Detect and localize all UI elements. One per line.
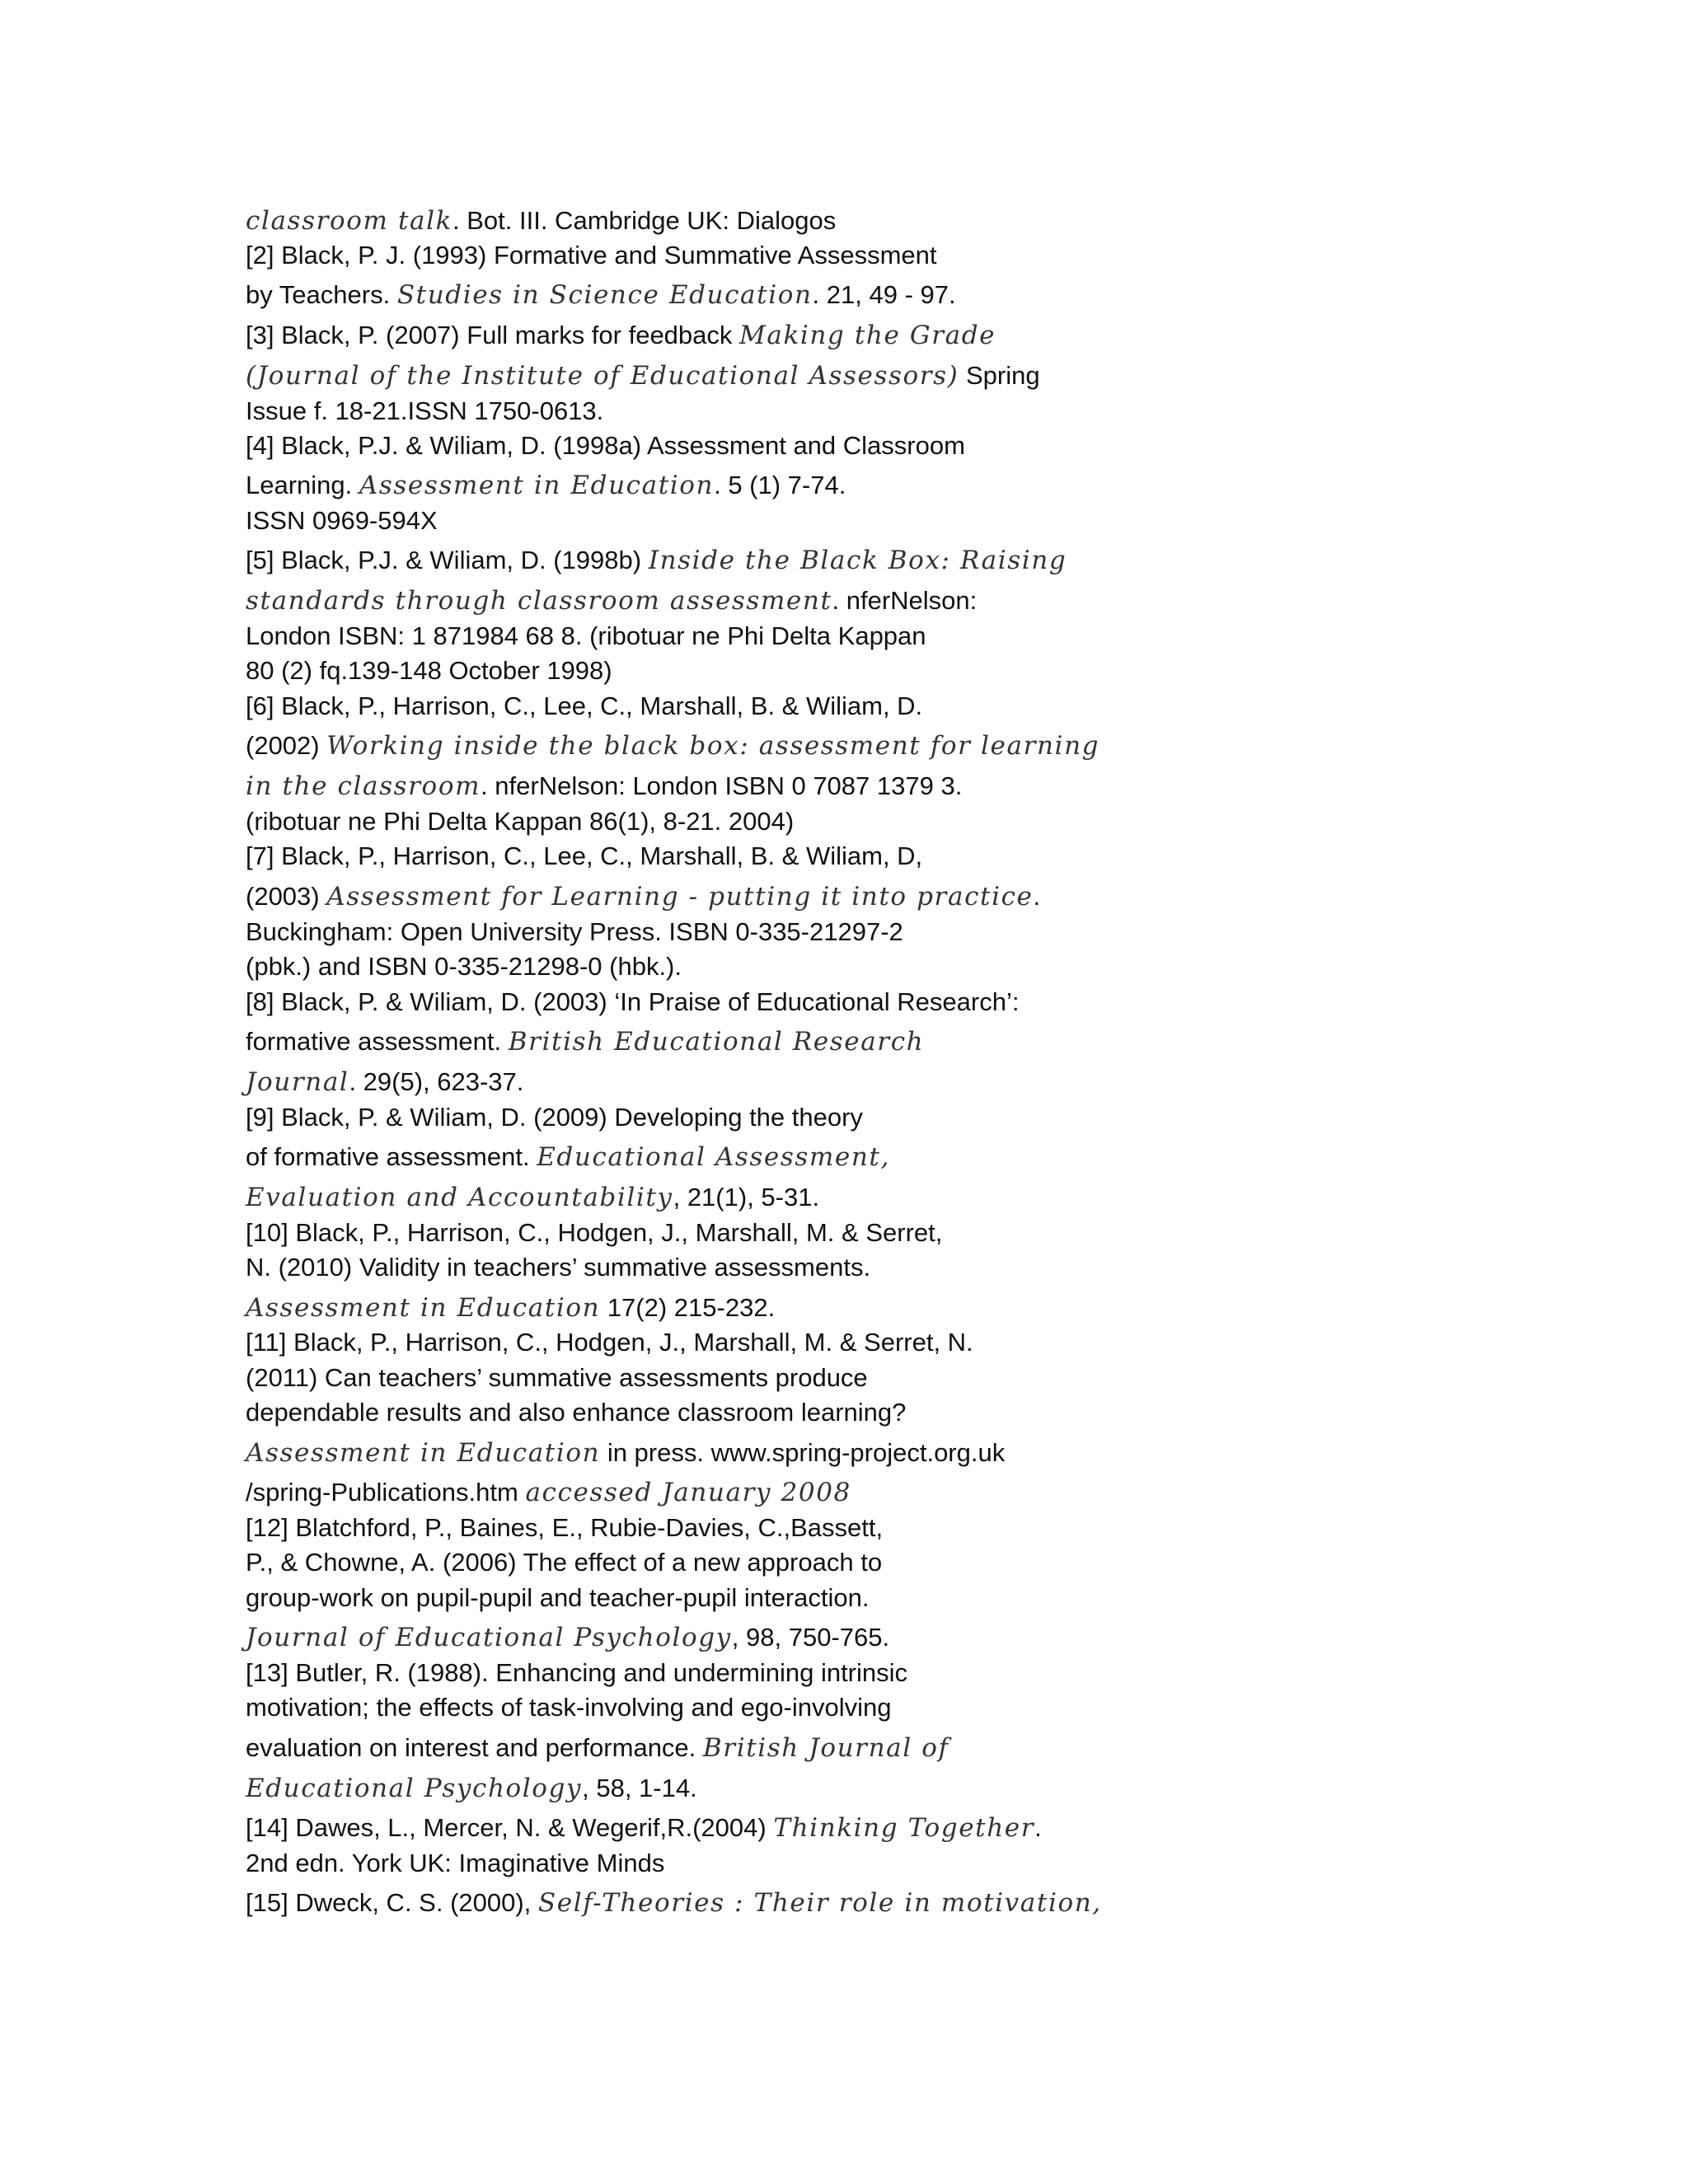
reference-line: [246, 1691, 891, 1724]
italic-title-text: accessed January 2008: [525, 1478, 851, 1507]
reference-line: [246, 1291, 775, 1324]
reference-line: [246, 395, 603, 428]
reference-line: [246, 1732, 950, 1765]
reference-text: [15] Dweck, C. S. (2000),: [246, 1888, 538, 1917]
reference-line: [246, 504, 438, 537]
reference-line: [246, 1396, 906, 1429]
reference-text: dependable results and also enhance classroom learning?: [246, 1398, 907, 1427]
reference-line: [246, 1216, 942, 1249]
reference-text: . 5 (1) 7-74.: [714, 471, 846, 499]
reference-line: [246, 204, 836, 237]
reference-line: [246, 544, 1067, 577]
reference-line: [246, 1251, 870, 1284]
reference-text: London ISBN: 1 871984 68 8. (ribotuar ne Phi Delta Kappan: [246, 621, 926, 650]
reference-text: .: [1033, 882, 1041, 911]
reference-line: [246, 729, 1100, 762]
reference-line: [246, 1326, 973, 1359]
reference-text: . nferNelson: London ISBN 0 7087 1379 3.: [481, 771, 963, 800]
reference-text: , 21(1), 5-31.: [673, 1183, 820, 1212]
italic-title-text: in the classroom: [246, 771, 481, 801]
reference-text: Spring: [959, 361, 1040, 390]
italic-title-text: Educational Psychology: [246, 1774, 583, 1803]
reference-text: (2002): [246, 731, 327, 760]
reference-line: [246, 1181, 819, 1214]
reference-line: [246, 1476, 851, 1509]
reference-text: [2] Black, P. J. (1993) Formative and Summative Assessment: [246, 241, 937, 269]
reference-text: . nferNelson:: [832, 586, 978, 615]
italic-title-text: standards through classroom assessment: [246, 586, 832, 616]
reference-text: in press. www.spring-project.org.uk: [600, 1438, 1006, 1467]
italic-title-text: Assessment in Education: [246, 1438, 601, 1468]
reference-text: [10] Black, P., Harrison, C., Hodgen, J., Marshall, M. & Serret,: [246, 1218, 943, 1247]
reference-line: [246, 620, 926, 653]
italic-title-text: Journal of Educational Psychology: [246, 1623, 732, 1652]
reference-line: [246, 1141, 890, 1174]
italic-title-text: Assessment for Learning - putting it into practice: [326, 882, 1034, 912]
italic-title-text: Thinking Together: [773, 1813, 1035, 1843]
reference-text: 2nd edn. York UK: Imaginative Minds: [246, 1849, 665, 1877]
reference-line: [246, 1066, 523, 1099]
reference-line: [246, 1772, 697, 1805]
reference-line: [246, 1436, 1005, 1469]
italic-title-text: Studies in Science Education: [396, 280, 813, 310]
italic-title-text: Assessment in Education: [246, 1293, 601, 1323]
reference-text: [9] Black, P. & Wiliam, D. (2009) Developing the theory: [246, 1103, 863, 1132]
reference-text: [14] Dawes, L., Mercer, N. & Wegerif,R.(2004): [246, 1813, 774, 1842]
reference-text: (ribotuar ne Phi Delta Kappan 86(1), 8-21. 2004): [246, 807, 795, 836]
reference-text: formative assessment.: [246, 1027, 509, 1056]
reference-line: [246, 654, 612, 687]
reference-text: [4] Black, P.J. & Wiliam, D. (1998a) Assessment and Classroom: [246, 431, 965, 460]
reference-text: Buckingham: Open University Press. ISBN 0-335-21297-2: [246, 917, 903, 946]
reference-text: [7] Black, P., Harrison, C., Lee, C., Marshall, B. & Wiliam, D,: [246, 841, 923, 870]
reference-text: , 98, 750-765.: [731, 1623, 890, 1652]
reference-text: (2011) Can teachers’ summative assessments produce: [246, 1363, 868, 1392]
reference-line: [246, 279, 956, 312]
reference-text: P., & Chowne, A. (2006) The effect of a new approach to: [246, 1548, 883, 1577]
italic-title-text: Evaluation and Accountability: [246, 1183, 673, 1212]
reference-line: [246, 359, 1040, 392]
reference-text: .: [1034, 1813, 1042, 1842]
reference-text: 17(2) 215-232.: [600, 1293, 776, 1322]
reference-text: . Bot. III. Cambridge UK: Dialogos: [452, 206, 837, 235]
reference-line: [246, 1361, 868, 1394]
reference-text: group-work on pupil-pupil and teacher-pupil interaction.: [246, 1583, 870, 1612]
reference-line: [246, 319, 996, 352]
reference-text: of formative assessment.: [246, 1142, 537, 1171]
reference-text: motivation; the effects of task-involving and ego-involving: [246, 1693, 892, 1722]
reference-text: (2003): [246, 882, 327, 911]
reference-line: [246, 805, 794, 838]
reference-text: /spring-Publications.htm: [246, 1478, 526, 1507]
reference-text: ISSN 0969-594X: [246, 506, 438, 535]
reference-line: [246, 1582, 870, 1615]
reference-line: [246, 1546, 882, 1579]
reference-text: [13] Butler, R. (1988). Enhancing and undermining intrinsic: [246, 1658, 908, 1687]
reference-line: [246, 986, 1019, 1019]
reference-text: [3] Black, P. (2007) Full marks for feedback: [246, 321, 740, 349]
reference-text: [12] Blatchford, P., Baines, E., Rubie-Davies, C.,Bassett,: [246, 1513, 884, 1542]
italic-title-text: (Journal of the Institute of Educational Assessors): [246, 361, 959, 391]
reference-line: [246, 584, 977, 617]
reference-line: [246, 1025, 924, 1058]
italic-title-text: Journal: [246, 1067, 349, 1097]
reference-text: (pbk.) and ISBN 0-335-21298-0 (hbk.).: [246, 952, 682, 981]
reference-line: [246, 840, 922, 873]
reference-line: [246, 1811, 1042, 1844]
reference-text: [8] Black, P. & Wiliam, D. (2003) ‘In Praise of Educational Research’:: [246, 987, 1020, 1016]
italic-title-text: British Educational Research: [508, 1027, 925, 1057]
reference-text: Learning.: [246, 471, 359, 499]
reference-text: , 58, 1-14.: [582, 1774, 697, 1802]
reference-line: [246, 690, 922, 723]
italic-title-text: Working inside the black box: assessment for learning: [326, 731, 1100, 761]
italic-title-text: Self-Theories : Their role in motivation,: [537, 1888, 1102, 1918]
reference-text: Issue f. 18-21.ISSN 1750-0613.: [246, 396, 604, 425]
reference-line: [246, 1657, 907, 1690]
reference-text: by Teachers.: [246, 280, 397, 309]
reference-text: evaluation on interest and performance.: [246, 1733, 703, 1762]
italic-title-text: Making the Grade: [739, 321, 996, 350]
reference-line: [246, 1886, 1102, 1919]
reference-line: [246, 880, 1040, 913]
reference-line: [246, 1621, 889, 1654]
reference-line: [246, 1511, 883, 1544]
italic-title-text: Assessment in Education: [359, 471, 715, 500]
reference-line: [246, 239, 937, 272]
reference-line: [246, 770, 962, 803]
reference-text: 80 (2) fq.139-148 October 1998): [246, 656, 612, 685]
reference-line: [246, 469, 846, 502]
reference-line: [246, 916, 903, 949]
reference-line: [246, 950, 682, 983]
reference-text: [6] Black, P., Harrison, C., Lee, C., Marshall, B. & Wiliam, D.: [246, 691, 923, 720]
reference-text: [11] Black, P., Harrison, C., Hodgen, J., Marshall, M. & Serret, N.: [246, 1328, 973, 1357]
italic-title-text: Inside the Black Box: Raising: [648, 546, 1067, 575]
reference-line: [246, 1101, 863, 1134]
reference-text: [5] Black, P.J. & Wiliam, D. (1998b): [246, 546, 649, 574]
reference-line: [246, 429, 965, 462]
italic-title-text: British Journal of: [702, 1733, 950, 1763]
reference-text: . 21, 49 - 97.: [812, 280, 956, 309]
italic-title-text: classroom talk: [246, 206, 453, 236]
reference-text: N. (2010) Validity in teachers’ summative assessments.: [246, 1253, 871, 1282]
italic-title-text: Educational Assessment,: [537, 1142, 890, 1172]
reference-text: . 29(5), 623-37.: [349, 1067, 524, 1096]
reference-line: [246, 1847, 664, 1880]
